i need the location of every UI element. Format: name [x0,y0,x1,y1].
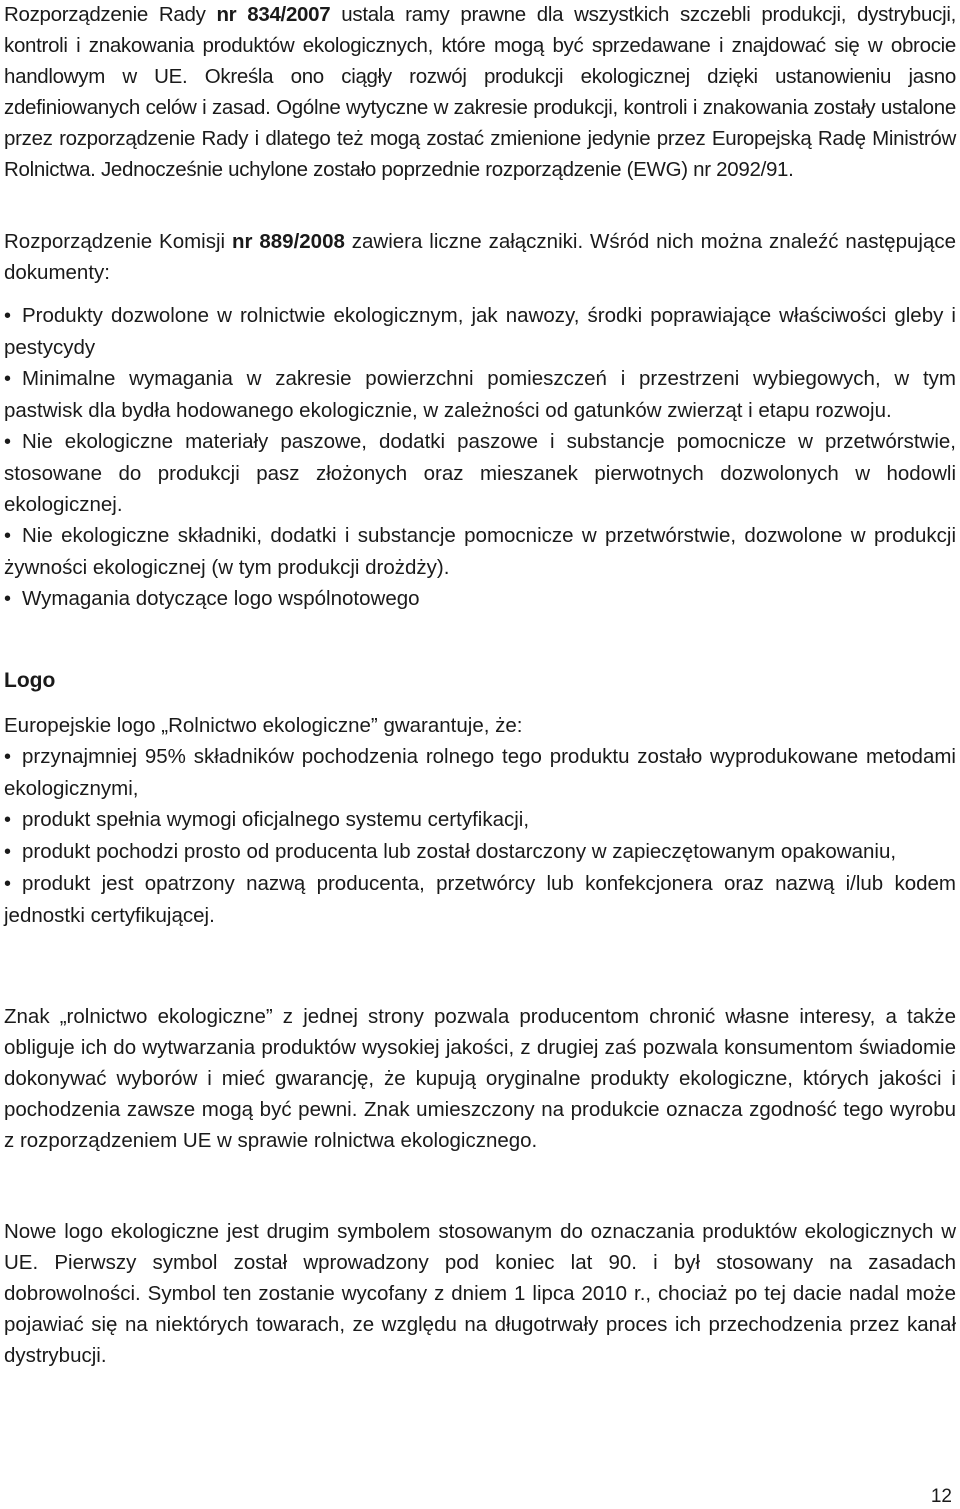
bullet-icon: • [4,368,12,390]
paragraph-text: ustala ramy prawne dla wszystkich szczebli produkcji, dystrybucji, kontroli i znakowania produktów ekologicznych, które mogą być sprzedawane i znajdować się w obrocie handlowym w UE. Określa ono ciągły rozwój produkcji ekologicznej dzięki ustanowieniu jasno zdefiniowanych celów i zasad. Ogólne wytyczne w zakresie produkcji, kontroli i znakowania zostały ustalone przez rozporządzenie Rady i dlatego też mogą zostać zmienione jedynie przez Europejską Radę Ministrów Rolnictwa. Jednocześnie uchylone zostało poprzednie rozporządzenie (EWG) nr 2092/91. [4,3,956,181]
list-item-text: Nie ekologiczne materiały paszowe, dodatki paszowe i substancje pomocnicze w przetwórstwie, stosowane do produkcji pasz złożonych oraz mieszanek pierwotnych dozwolonych w hodowli ekologicznej. [4,430,956,516]
bullet-icon: • [4,431,12,453]
list-item-text: Nie ekologiczne składniki, dodatki i substancje pomocnicze w przetwórstwie, dozwolone w produkcji żywności ekologicznej (w tym produkcji drożdży). [4,524,956,579]
paragraph-regulation-834 [4,0,956,185]
list-item-text: produkt spełnia wymogi oficjalnego systemu certyfikacji, [22,808,530,831]
list-item-text: Minimalne wymagania w zakresie powierzchni pomieszczeń i przestrzeni wybiegowych, w tym pastwisk dla bydła hodowanego ekologicznie, w zależności od gatunków zwierząt i etapu rozwoju. [4,367,956,422]
list-item [4,363,956,426]
paragraph-organic-mark: Znak „rolnictwo ekologiczne” z jednej strony pozwala producentom chronić własne interesy, a także obliguje ich do wytwarzania produktów wysokiej jakości, z drugiej zaś pozwala konsumentom świadomie dokonywać wyborów i mieć gwarancję, że kupują oryginalne produkty ekologiczne, których jakości i pochodzenia zawsze mogą być pewni. Znak umieszczony na produkcie oznacza zgodność tego wyrobu z rozporządzeniem UE w sprawie rolnictwa ekologicznego. [4,1005,956,1152]
regulation-number: nr 889/2008 [231,230,345,253]
paragraph-regulation-889 [4,226,956,288]
annex-list [4,300,956,615]
bullet-icon: • [4,525,12,547]
page-number: 12 [930,1486,952,1507]
bullet-icon: • [4,305,12,327]
bullet-icon: • [4,746,12,768]
list-item-text: Produkty dozwolone w rolnictwie ekologicznym, jak nawozy, środki poprawiające właściwości gleby i pestycydy [4,304,956,359]
list-item [4,426,956,520]
paragraph-new-logo: Nowe logo ekologiczne jest drugim symbolem stosowanym do oznaczania produktów ekologicznych w UE. Pierwszy symbol został wprowadzony pod koniec lat 90. i był stosowany na zasadach dobrowolności. Symbol ten zostanie wycofany z dniem 1 lipca 2010 r., chociaż po tej dacie nadal może pojawiać się na niektórych towarach, ze względu na długotrwały proces ich przechodzenia przez kanał dystrybucji. [4,1220,956,1367]
bullet-icon: • [4,873,12,895]
paragraph-text: Rozporządzenie Rady [4,3,217,26]
list-item [4,868,956,931]
paragraph-text: zawiera liczne załączniki. Wśród nich można znaleźć następujące dokumenty: [4,230,956,284]
bullet-icon: • [4,809,12,831]
bullet-icon: • [4,588,12,610]
bullet-icon: • [4,841,12,863]
list-item [4,804,956,836]
list-item [4,520,956,583]
guarantee-list [4,741,956,931]
paragraph-text: Rozporządzenie Komisji [4,230,232,253]
list-item-text: Wymagania dotyczące logo wspólnotowego [22,587,420,610]
paragraph-logo-guarantee: Europejskie logo „Rolnictwo ekologiczne” gwarantuje, że: [4,714,523,737]
list-item [4,741,956,804]
list-item [4,583,956,615]
regulation-number: nr 834/2007 [216,3,331,26]
section-heading-logo: Logo [4,669,56,692]
list-item [4,836,956,868]
list-item-text: produkt pochodzi prosto od producenta lub został dostarczony w zapieczętowanym opakowaniu, [22,840,897,863]
list-item-text: przynajmniej 95% składników pochodzenia rolnego tego produktu zostało wyprodukowane metodami ekologicznymi, [4,745,956,800]
list-item [4,300,956,363]
list-item-text: produkt jest opatrzony nazwą producenta, przetwórcy lub konfekcjonera oraz nazwą i/lub kodem jednostki certyfikującej. [4,872,956,927]
